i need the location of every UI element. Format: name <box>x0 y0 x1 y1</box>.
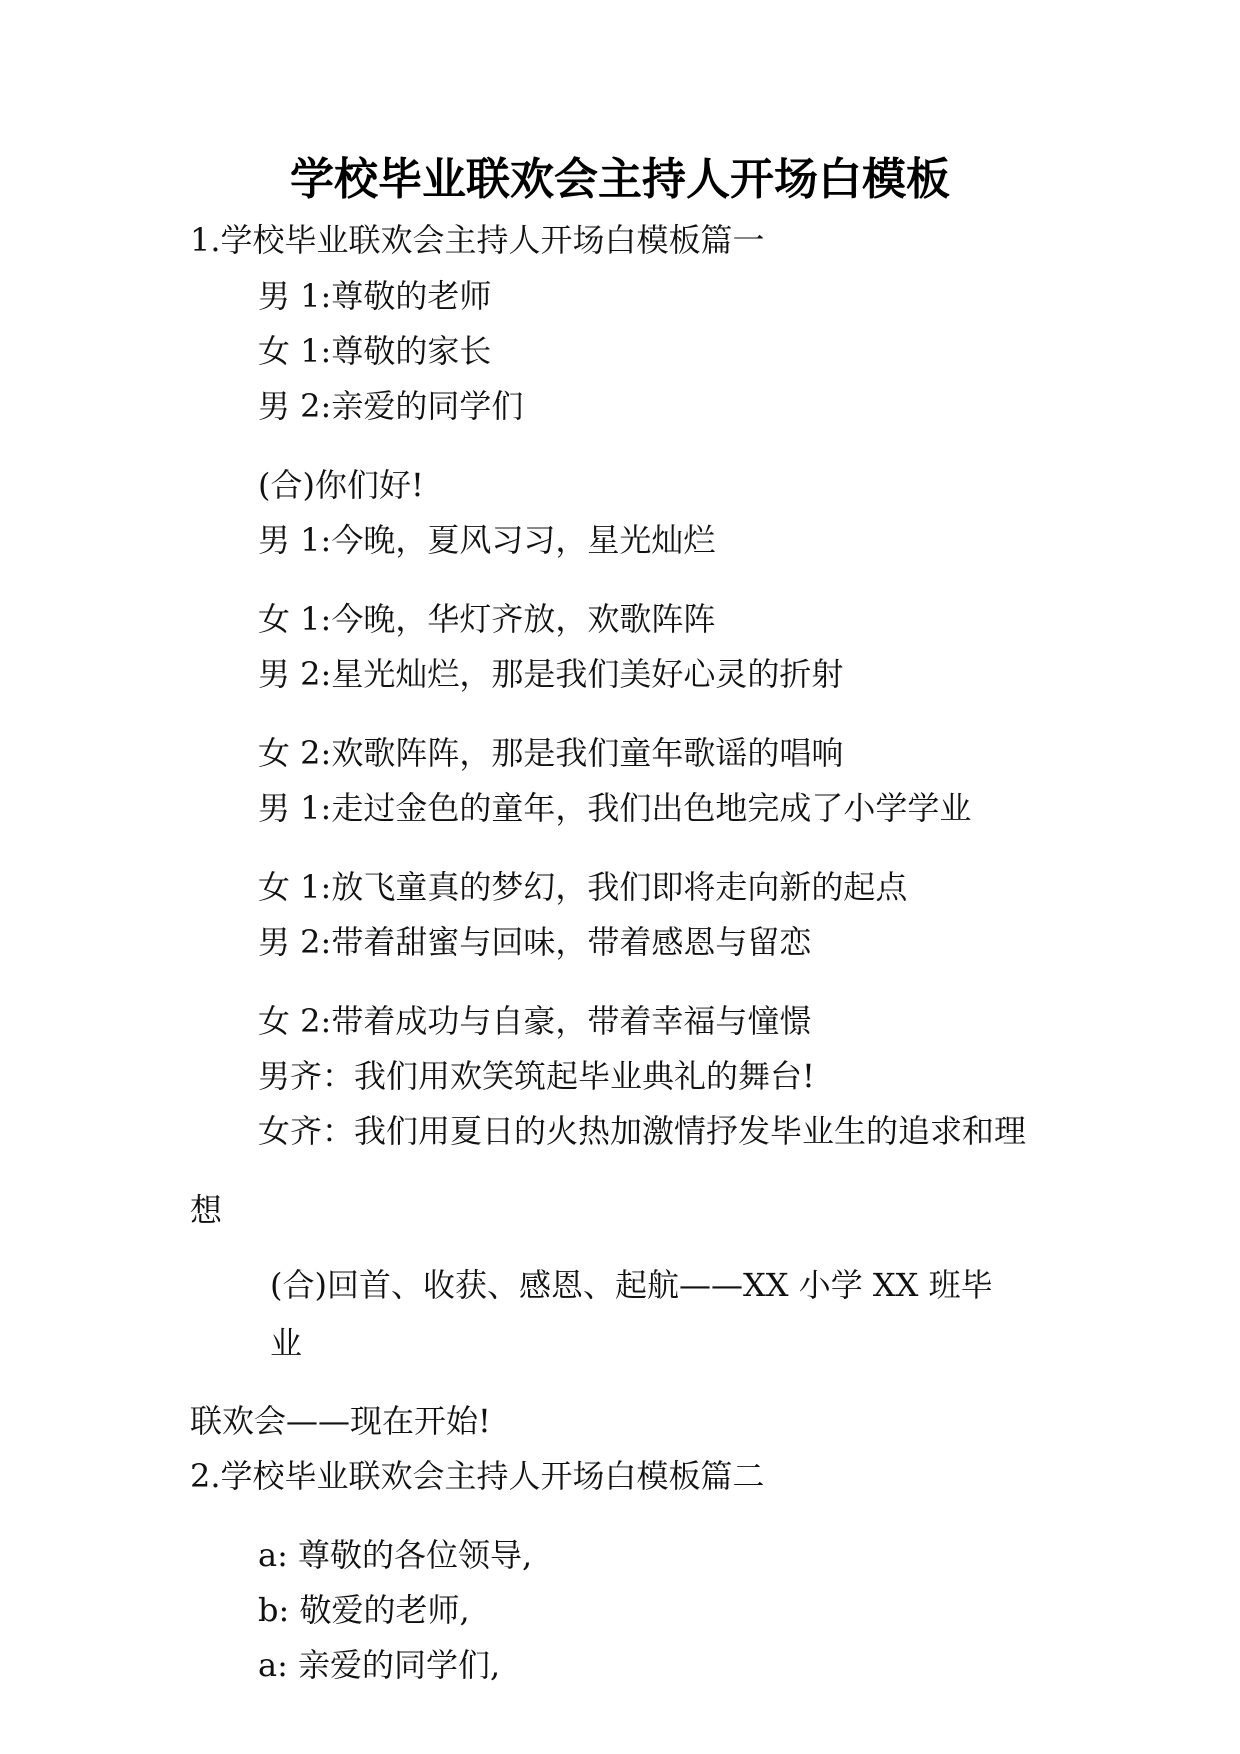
paragraph-line: 女 2:欢歌阵阵，那是我们童年歌谣的唱响 <box>258 734 844 772</box>
paragraph-line: (合)回首、收获、感恩、起航——XX 小学 XX 班毕 <box>270 1266 993 1304</box>
paragraph-line: 男 1:走过金色的童年，我们出色地完成了小学学业 <box>258 789 972 827</box>
paragraph-line: 女 1:放飞童真的梦幻，我们即将走向新的起点 <box>258 868 908 906</box>
paragraph-line: 女齐：我们用夏日的火热加激情抒发毕业生的追求和理 <box>258 1112 1027 1150</box>
paragraph-line: a: 尊敬的各位领导, <box>258 1536 533 1574</box>
paragraph-line: 联欢会——现在开始! <box>190 1402 491 1440</box>
paragraph-line: 女 1:尊敬的家长 <box>258 332 492 370</box>
paragraph-line: 女 2:带着成功与自豪，带着幸福与憧憬 <box>258 1002 812 1040</box>
paragraph-line: (合)你们好! <box>258 466 424 504</box>
paragraph-line: 想 <box>190 1191 223 1229</box>
section-heading-1: 1.学校毕业联欢会主持人开场白模板篇一 <box>190 221 765 259</box>
document-title: 学校毕业联欢会主持人开场白模板 <box>290 154 950 205</box>
paragraph-line: a: 亲爱的同学们, <box>258 1646 501 1684</box>
paragraph-line: 男 1:尊敬的老师 <box>258 277 492 315</box>
paragraph-line: b: 敬爱的老师, <box>258 1591 470 1629</box>
paragraph-line: 业 <box>270 1324 303 1362</box>
paragraph-line: 男 2:亲爱的同学们 <box>258 387 524 425</box>
paragraph-line: 男 1:今晚，夏风习习，星光灿烂 <box>258 521 716 559</box>
paragraph-line: 女 1:今晚，华灯齐放，欢歌阵阵 <box>258 600 716 638</box>
paragraph-line: 男齐：我们用欢笑筑起毕业典礼的舞台! <box>258 1057 815 1095</box>
paragraph-line: 男 2:星光灿烂，那是我们美好心灵的折射 <box>258 655 844 693</box>
section-heading-2: 2.学校毕业联欢会主持人开场白模板篇二 <box>190 1457 765 1495</box>
paragraph-line: 男 2:带着甜蜜与回味，带着感恩与留恋 <box>258 923 812 961</box>
